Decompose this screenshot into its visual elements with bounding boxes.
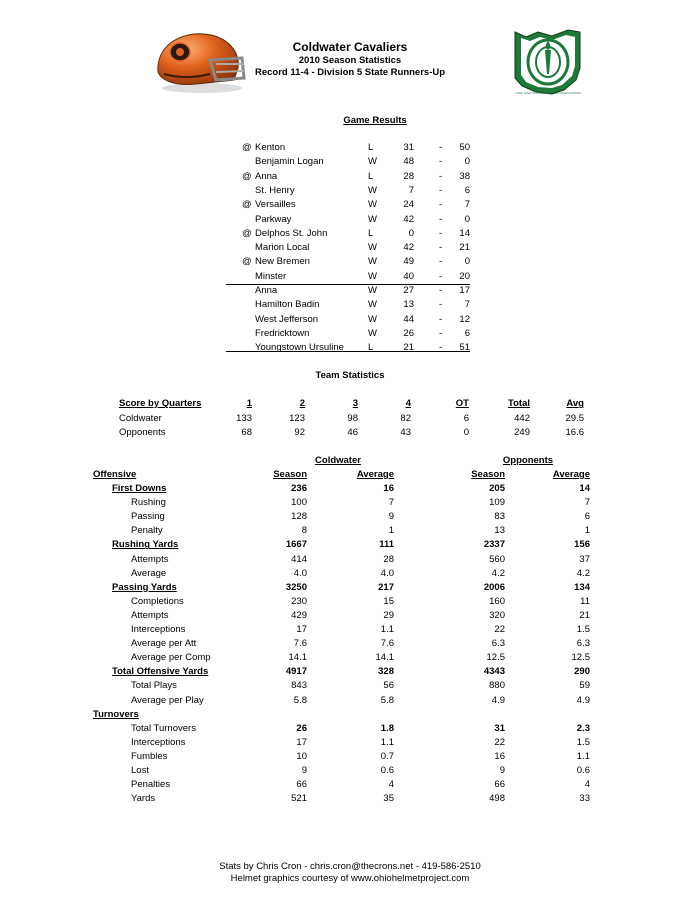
opponent-score: 14 bbox=[459, 227, 470, 239]
quarter-value: 68 bbox=[241, 427, 252, 438]
opponents-season-value: 31 bbox=[494, 722, 505, 734]
score-dash: - bbox=[439, 270, 443, 282]
coldwater-average-value: 14.1 bbox=[375, 652, 394, 664]
opponents-season-value: 6.3 bbox=[491, 638, 505, 650]
svg-text:OHIO HIGH SCHOOL ATHLETIC ASSO: OHIO HIGH SCHOOL ATHLETIC ASSOCIATION bbox=[515, 91, 581, 95]
opponent-score: 6 bbox=[464, 327, 470, 339]
coldwater-average-value: 15 bbox=[383, 595, 394, 607]
quarter-value: 82 bbox=[400, 413, 411, 424]
quarter-header: Total bbox=[508, 398, 530, 409]
coldwater-season-value: 8 bbox=[301, 525, 307, 537]
quarter-value: 133 bbox=[236, 413, 252, 424]
coldwater-season-value: 521 bbox=[291, 793, 307, 805]
stat-label: Rushing bbox=[131, 497, 166, 509]
coldwater-average-value: 328 bbox=[378, 666, 394, 678]
stat-label: Average per Play bbox=[131, 694, 204, 706]
stat-label: Total Offensive Yards bbox=[112, 666, 209, 678]
score-dash: - bbox=[439, 142, 443, 153]
coldwater-season-value: 843 bbox=[291, 680, 307, 692]
coldwater-score: 28 bbox=[403, 170, 414, 182]
coldwater-average-value: 5.8 bbox=[380, 694, 394, 706]
group-header-opponents: Opponents bbox=[502, 455, 554, 466]
opponents-average-value: 14 bbox=[579, 483, 590, 494]
coldwater-average-value: 1.8 bbox=[380, 722, 394, 734]
coldwater-season-value: 4917 bbox=[285, 666, 307, 678]
team-statistics-heading: Team Statistics bbox=[315, 370, 385, 381]
opponents-average-value: 1.5 bbox=[576, 624, 590, 635]
game-result: W bbox=[368, 285, 377, 296]
score-by-quarters-label: Score by Quarters bbox=[119, 398, 202, 409]
quarter-value: 98 bbox=[347, 413, 358, 424]
coldwater-score: 27 bbox=[403, 285, 414, 296]
game-results-heading: Game Results bbox=[343, 115, 407, 126]
coldwater-season-value: 1667 bbox=[285, 539, 307, 551]
opponent-score: 0 bbox=[464, 256, 470, 268]
footer-credit: Stats by Chris Cron - chris.cron@thecrons.net - 419-586-2510 bbox=[219, 861, 481, 872]
divider bbox=[226, 284, 470, 285]
coldwater-season-value: 10 bbox=[296, 750, 307, 762]
coldwater-score: 40 bbox=[403, 270, 414, 282]
game-result: L bbox=[368, 142, 374, 153]
quarter-value: 0 bbox=[463, 427, 469, 438]
game-result: W bbox=[368, 313, 377, 325]
quarter-value: 442 bbox=[514, 413, 530, 424]
opponent-score: 6 bbox=[464, 184, 470, 196]
opponent-score: 0 bbox=[464, 156, 470, 168]
opponents-season-value: 4.9 bbox=[491, 694, 505, 706]
opponents-average-value: 2.3 bbox=[576, 722, 590, 734]
game-result: W bbox=[368, 270, 377, 282]
quarter-header: Avg bbox=[566, 398, 584, 409]
opponent-score: 20 bbox=[459, 270, 470, 282]
opponents-average-value: 7 bbox=[584, 497, 590, 509]
stat-label: Attempts bbox=[131, 553, 169, 565]
coldwater-season-value: 17 bbox=[296, 736, 307, 748]
game-opponent: Hamilton Badin bbox=[255, 299, 320, 311]
opponents-average-value: 4.9 bbox=[576, 694, 590, 706]
opponents-average-value: 4 bbox=[584, 779, 590, 791]
opponent-score: 17 bbox=[459, 285, 470, 296]
opponents-season-value: 2337 bbox=[483, 539, 505, 551]
stat-label: Total Plays bbox=[131, 680, 177, 692]
score-dash: - bbox=[439, 213, 443, 225]
home-away-marker: @ bbox=[242, 170, 252, 182]
game-opponent: New Bremen bbox=[255, 256, 310, 268]
opponents-season-value: 9 bbox=[499, 765, 505, 776]
quarter-header: OT bbox=[455, 398, 469, 409]
home-away-marker: @ bbox=[242, 142, 252, 153]
coldwater-season-value: 26 bbox=[296, 722, 307, 734]
quarter-value: 29.5 bbox=[565, 413, 584, 424]
score-dash: - bbox=[439, 313, 443, 325]
score-dash: - bbox=[439, 342, 443, 354]
coldwater-season-value: 414 bbox=[291, 553, 307, 565]
quarter-value: 123 bbox=[289, 413, 305, 424]
page-subtitle: 2010 Season Statistics bbox=[298, 55, 402, 66]
quarter-header: 4 bbox=[405, 398, 411, 409]
stat-label: Penalty bbox=[131, 525, 163, 537]
coldwater-season-value: 3250 bbox=[285, 581, 307, 593]
quarter-header: 3 bbox=[352, 398, 358, 409]
quarter-row-team: Opponents bbox=[119, 427, 166, 438]
stat-label: Total Turnovers bbox=[131, 722, 196, 734]
coldwater-average-value: 0.7 bbox=[380, 750, 394, 762]
opponents-average-value: 1.1 bbox=[576, 750, 590, 762]
home-away-marker: @ bbox=[242, 256, 252, 268]
opponents-season-value: 4.2 bbox=[491, 567, 505, 579]
opponents-season-value: 83 bbox=[494, 511, 505, 523]
stat-label: Passing Yards bbox=[112, 581, 177, 593]
game-opponent: Marion Local bbox=[255, 242, 310, 254]
opponents-average-value: 134 bbox=[574, 581, 590, 593]
game-opponent: Parkway bbox=[255, 213, 292, 225]
game-result: W bbox=[368, 156, 377, 168]
score-dash: - bbox=[439, 199, 443, 211]
game-opponent: Benjamin Logan bbox=[255, 156, 324, 168]
game-result: W bbox=[368, 256, 377, 268]
coldwater-score: 0 bbox=[408, 227, 414, 239]
opponents-season-value: 12.5 bbox=[486, 652, 505, 664]
game-opponent: St. Henry bbox=[255, 184, 295, 196]
score-dash: - bbox=[439, 285, 443, 296]
stat-label: Completions bbox=[131, 595, 184, 607]
coldwater-season-value: 429 bbox=[291, 609, 307, 621]
stat-label: Rushing Yards bbox=[112, 539, 179, 551]
opponents-average-value: 1 bbox=[584, 525, 590, 537]
opponent-score: 21 bbox=[459, 242, 470, 254]
coldwater-average-value: 29 bbox=[383, 609, 394, 621]
coldwater-season-value: 5.8 bbox=[293, 694, 307, 706]
coldwater-average-value: 1 bbox=[388, 525, 394, 537]
stat-label: Yards bbox=[131, 793, 156, 805]
score-dash: - bbox=[439, 184, 443, 196]
game-opponent: West Jefferson bbox=[255, 313, 319, 325]
coldwater-score: 13 bbox=[403, 299, 414, 311]
opponents-average-value: 33 bbox=[579, 793, 590, 805]
game-result: W bbox=[368, 299, 377, 311]
stat-label: Interceptions bbox=[131, 736, 186, 748]
game-result: W bbox=[368, 213, 377, 225]
divider bbox=[226, 351, 470, 352]
coldwater-season-value: 230 bbox=[291, 595, 307, 607]
stat-label: Fumbles bbox=[131, 750, 168, 762]
opponent-score: 51 bbox=[459, 342, 470, 354]
opponents-average-value: 1.5 bbox=[576, 736, 590, 748]
stat-label: First Downs bbox=[112, 483, 167, 494]
coldwater-average-value: 0.6 bbox=[380, 765, 394, 776]
coldwater-season-value: 7.6 bbox=[293, 638, 307, 650]
game-opponent: Fredricktown bbox=[255, 327, 310, 339]
group-header-coldwater: Coldwater bbox=[315, 455, 361, 466]
coldwater-average-value: 28 bbox=[383, 553, 394, 565]
coldwater-score: 7 bbox=[408, 184, 414, 196]
game-opponent: Versailles bbox=[255, 199, 296, 211]
home-away-marker: @ bbox=[242, 199, 252, 211]
coldwater-average-value: 9 bbox=[388, 511, 394, 523]
game-opponent: Delphos St. John bbox=[255, 227, 328, 239]
game-opponent: Kenton bbox=[255, 142, 286, 153]
coldwater-average-value: 1.1 bbox=[380, 624, 394, 635]
coldwater-average-value: 7 bbox=[388, 497, 394, 509]
home-away-marker: @ bbox=[242, 227, 252, 239]
opponents-season-value: 160 bbox=[489, 595, 505, 607]
footer-helmet-credit: Helmet graphics courtesy of www.ohiohelmetproject.com bbox=[230, 873, 470, 884]
opponents-season-value: 320 bbox=[489, 609, 505, 621]
opponents-season-value: 205 bbox=[489, 483, 505, 494]
opponents-season-value: 22 bbox=[494, 624, 505, 635]
game-result: W bbox=[368, 199, 377, 211]
opponent-score: 0 bbox=[464, 213, 470, 225]
ohsaa-ohio-logo-icon bbox=[512, 28, 584, 96]
quarter-value: 249 bbox=[514, 427, 530, 438]
coldwater-season-value: 236 bbox=[291, 483, 307, 494]
opponents-average-value: 11 bbox=[580, 595, 590, 607]
stat-label: Average per Att bbox=[131, 638, 197, 650]
coldwater-season-value: 14.1 bbox=[288, 652, 307, 664]
quarter-value: 16.6 bbox=[565, 427, 584, 438]
col-season-opponents: Season bbox=[471, 469, 505, 480]
opponent-score: 7 bbox=[464, 199, 470, 211]
coldwater-season-value: 17 bbox=[296, 624, 307, 635]
opponents-season-value: 498 bbox=[489, 793, 505, 805]
score-dash: - bbox=[439, 170, 443, 182]
coldwater-score: 21 bbox=[403, 342, 414, 354]
game-result: L bbox=[368, 227, 374, 239]
opponents-season-value: 880 bbox=[489, 680, 505, 692]
coldwater-score: 48 bbox=[403, 156, 414, 168]
season-record: Record 11-4 - Division 5 State Runners-Up bbox=[254, 67, 446, 78]
coldwater-season-value: 9 bbox=[301, 765, 307, 776]
opponents-season-value: 560 bbox=[489, 553, 505, 565]
coldwater-season-value: 100 bbox=[291, 497, 307, 509]
score-dash: - bbox=[439, 256, 443, 268]
quarter-value: 92 bbox=[294, 427, 305, 438]
opponents-average-value: 12.5 bbox=[571, 652, 590, 664]
score-dash: - bbox=[439, 156, 443, 168]
opponent-score: 50 bbox=[459, 142, 470, 153]
opponents-season-value: 66 bbox=[494, 779, 505, 791]
opponents-season-value: 2006 bbox=[483, 581, 505, 593]
coldwater-average-value: 56 bbox=[383, 680, 394, 692]
coldwater-season-value: 128 bbox=[291, 511, 307, 523]
stat-label: Attempts bbox=[131, 609, 169, 621]
coldwater-season-value: 4.0 bbox=[293, 567, 307, 579]
opponents-season-value: 13 bbox=[494, 525, 505, 537]
stat-label: Turnovers bbox=[93, 708, 139, 720]
quarter-value: 46 bbox=[347, 427, 358, 438]
score-dash: - bbox=[439, 327, 443, 339]
quarter-value: 43 bbox=[400, 427, 411, 438]
stat-label: Average bbox=[131, 567, 167, 579]
opponents-average-value: 21 bbox=[579, 609, 590, 621]
opponents-average-value: 37 bbox=[579, 553, 590, 565]
coldwater-score: 42 bbox=[403, 213, 414, 225]
opponents-average-value: 0.6 bbox=[576, 765, 590, 776]
quarter-row-team: Coldwater bbox=[119, 413, 162, 424]
opponents-average-value: 6.3 bbox=[576, 638, 590, 650]
coldwater-score: 31 bbox=[403, 142, 414, 153]
offensive-label: Offensive bbox=[93, 469, 137, 480]
coldwater-average-value: 4 bbox=[388, 779, 394, 791]
coldwater-average-value: 217 bbox=[378, 581, 394, 593]
coldwater-average-value: 1.1 bbox=[380, 736, 394, 748]
quarter-header: 2 bbox=[299, 398, 305, 409]
quarter-header: 1 bbox=[246, 398, 252, 409]
score-dash: - bbox=[439, 299, 443, 311]
col-average-opponents: Average bbox=[552, 469, 590, 480]
coldwater-score: 24 bbox=[403, 199, 414, 211]
coldwater-average-value: 16 bbox=[383, 483, 394, 494]
opponents-average-value: 59 bbox=[579, 680, 590, 692]
game-opponent: Youngstown Ursuline bbox=[255, 342, 344, 354]
opponents-season-value: 4343 bbox=[483, 666, 505, 678]
opponents-season-value: 22 bbox=[494, 736, 505, 748]
col-average-coldwater: Average bbox=[356, 469, 394, 480]
coldwater-score: 42 bbox=[403, 242, 414, 254]
opponents-average-value: 290 bbox=[574, 666, 590, 678]
stat-label: Average per Comp bbox=[131, 652, 211, 664]
opponent-score: 7 bbox=[464, 299, 470, 311]
opponents-average-value: 156 bbox=[574, 539, 590, 551]
game-opponent: Minster bbox=[255, 270, 287, 282]
col-season-coldwater: Season bbox=[273, 469, 307, 480]
game-result: W bbox=[368, 327, 377, 339]
stat-label: Penalties bbox=[131, 779, 171, 791]
opponents-average-value: 4.2 bbox=[576, 567, 590, 579]
stat-label: Lost bbox=[131, 765, 149, 776]
opponents-season-value: 16 bbox=[494, 750, 505, 762]
game-result: W bbox=[368, 242, 377, 254]
game-result: L bbox=[368, 170, 374, 182]
coldwater-score: 26 bbox=[403, 327, 414, 339]
score-dash: - bbox=[439, 227, 443, 239]
opponent-score: 38 bbox=[459, 170, 470, 182]
opponents-average-value: 6 bbox=[584, 511, 590, 523]
game-opponent: Anna bbox=[255, 285, 278, 296]
stat-label: Interceptions bbox=[131, 624, 186, 635]
game-result: L bbox=[368, 342, 374, 354]
coldwater-season-value: 66 bbox=[296, 779, 307, 791]
opponents-season-value: 109 bbox=[489, 497, 505, 509]
coldwater-score: 49 bbox=[403, 256, 414, 268]
stat-label: Passing bbox=[131, 511, 165, 523]
coldwater-average-value: 7.6 bbox=[380, 638, 394, 650]
coldwater-average-value: 4.0 bbox=[380, 567, 394, 579]
coldwater-average-value: 111 bbox=[379, 539, 394, 551]
opponent-score: 12 bbox=[459, 313, 470, 325]
page-title: Coldwater Cavaliers bbox=[292, 40, 408, 54]
coldwater-score: 44 bbox=[403, 313, 414, 325]
quarter-value: 6 bbox=[463, 413, 469, 424]
game-opponent: Anna bbox=[255, 170, 278, 182]
coldwater-average-value: 35 bbox=[383, 793, 394, 805]
score-dash: - bbox=[439, 242, 443, 254]
game-result: W bbox=[368, 184, 377, 196]
